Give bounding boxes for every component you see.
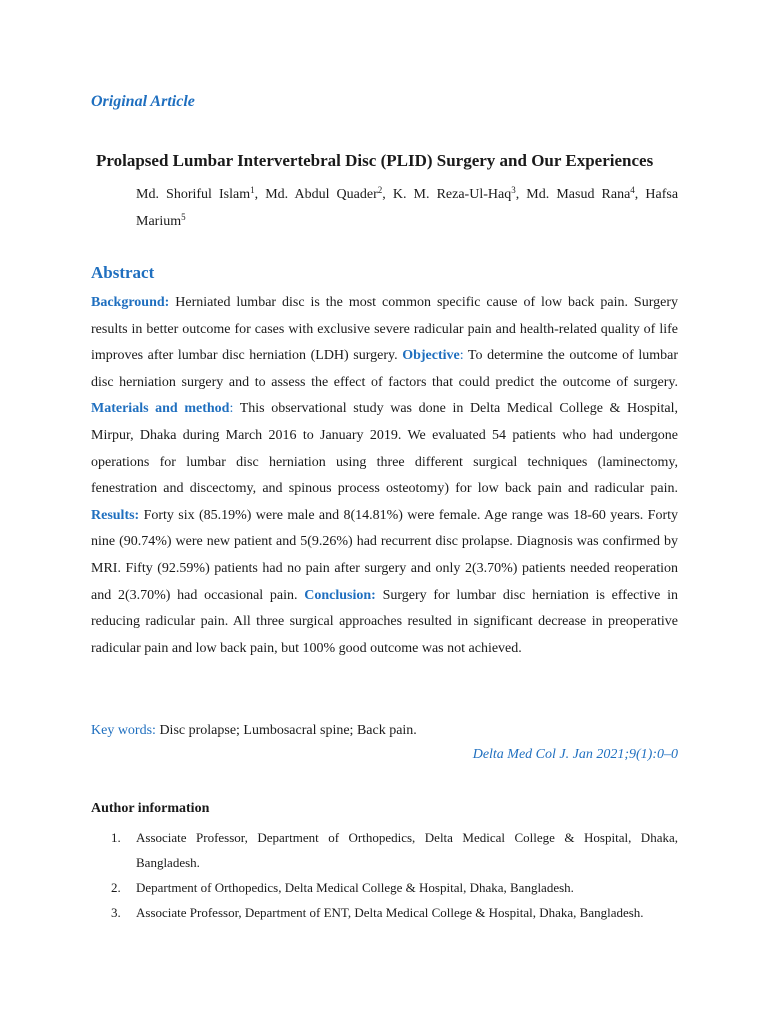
author-name: K. M. Reza-Ul-Haq (392, 187, 512, 202)
affiliation-number: 2. (111, 880, 121, 895)
background-text: Herniated lumbar disc is the most common specific cause of low back pain. Surgery results in better outcome for cases with exclusive severe radicular pain and health-related quality of life improves after lumbar disc herniation (LDH) surgery. (91, 295, 678, 364)
author-affiliation-marker: 1 (250, 185, 255, 195)
author-affiliation-marker: 2 (377, 185, 383, 195)
background-label: Background: (91, 295, 170, 310)
affiliation-text: Associate Professor, Department of ENT, Delta Medical College & Hospital, Dhaka, Bangladesh. (136, 905, 644, 920)
author-list (136, 181, 678, 235)
article-title: Prolapsed Lumbar Intervertebral Disc (PLID) Surgery and Our Experiences (96, 151, 654, 170)
article-type-label: Original Article (91, 93, 195, 110)
affiliation-item (91, 825, 678, 875)
author-separator: , (254, 187, 266, 202)
abstract-heading: Abstract (91, 263, 155, 282)
affiliation-number: 3. (111, 905, 121, 920)
methods-colon: : (229, 401, 234, 417)
results-label: Results: (91, 507, 140, 523)
author-affiliation-marker: 3 (511, 185, 516, 195)
author-affiliation-marker: 5 (181, 212, 186, 222)
affiliation-number: 1. (111, 830, 121, 845)
keywords-label: Key words (91, 723, 153, 738)
author-information-heading: Author information (91, 801, 210, 816)
author-name: Md. Shoriful Islam (136, 187, 251, 202)
author-separator: , (634, 187, 646, 202)
affiliation-item (91, 875, 678, 900)
author-separator: , (515, 187, 527, 202)
affiliation-text: Department of Orthopedics, Delta Medical College & Hospital, Dhaka, Bangladesh. (136, 880, 574, 895)
methods-label: Materials and method (91, 401, 230, 417)
journal-citation: Delta Med Col J. Jan 2021;9(1):0–0 (472, 747, 678, 762)
author-name: Hafsa Marium (136, 187, 679, 229)
affiliation-list (91, 825, 678, 925)
keywords-line (91, 721, 678, 741)
keywords-text: Disc prolapse; Lumbosacral spine; Back pain. (155, 723, 417, 738)
results-text: Forty six (85.19%) were male and 8(14.81%) were female. Age range was 18-60 years. Forty nine (90.74%) were new patient and 5(9.26%) had recurrent disc prolapse. Diagnosis was confirmed by MRI. Fifty (92.59%) patients had no pain after surgery and only 2(3.70%) patients needed reoperation and 2(3.70%) had occasional pain. (91, 507, 678, 603)
objective-colon: : (459, 348, 464, 364)
objective-text: To determine the outcome of lumbar disc herniation surgery and to assess the effect of factors that could predict the outcome of surgery. (91, 348, 678, 390)
abstract-body (91, 290, 678, 662)
objective-label: Objective (402, 348, 460, 364)
conclusion-label: Conclusion: (304, 587, 376, 603)
author-affiliation-marker: 4 (630, 185, 635, 195)
affiliation-item (91, 900, 678, 925)
author-name: Md. Masud Rana (526, 187, 631, 202)
affiliation-text: Associate Professor, Department of Orthopedics, Delta Medical College & Hospital, Dhaka, Bangladesh. (136, 830, 678, 870)
author-separator: , (382, 187, 393, 202)
keywords-colon: : (152, 723, 156, 738)
author-name: Md. Abdul Quader (265, 187, 378, 202)
methods-text: This observational study was done in Delta Medical College & Hospital, Mirpur, Dhaka during March 2016 to January 2019. We evaluated 54 patients who had undergone operations for lumbar disc herniation using three different surgical techniques (laminectomy, fenestration and discectomy, and spinous process osteotomy) for low back pain and radicular pain. (91, 401, 678, 497)
conclusion-text: Surgery for lumbar disc herniation is effective in reducing radicular pain. All three surgical approaches resulted in significant decrease in preoperative radicular pain and low back pain, but 100% good outcome was not achieved. (91, 587, 678, 656)
